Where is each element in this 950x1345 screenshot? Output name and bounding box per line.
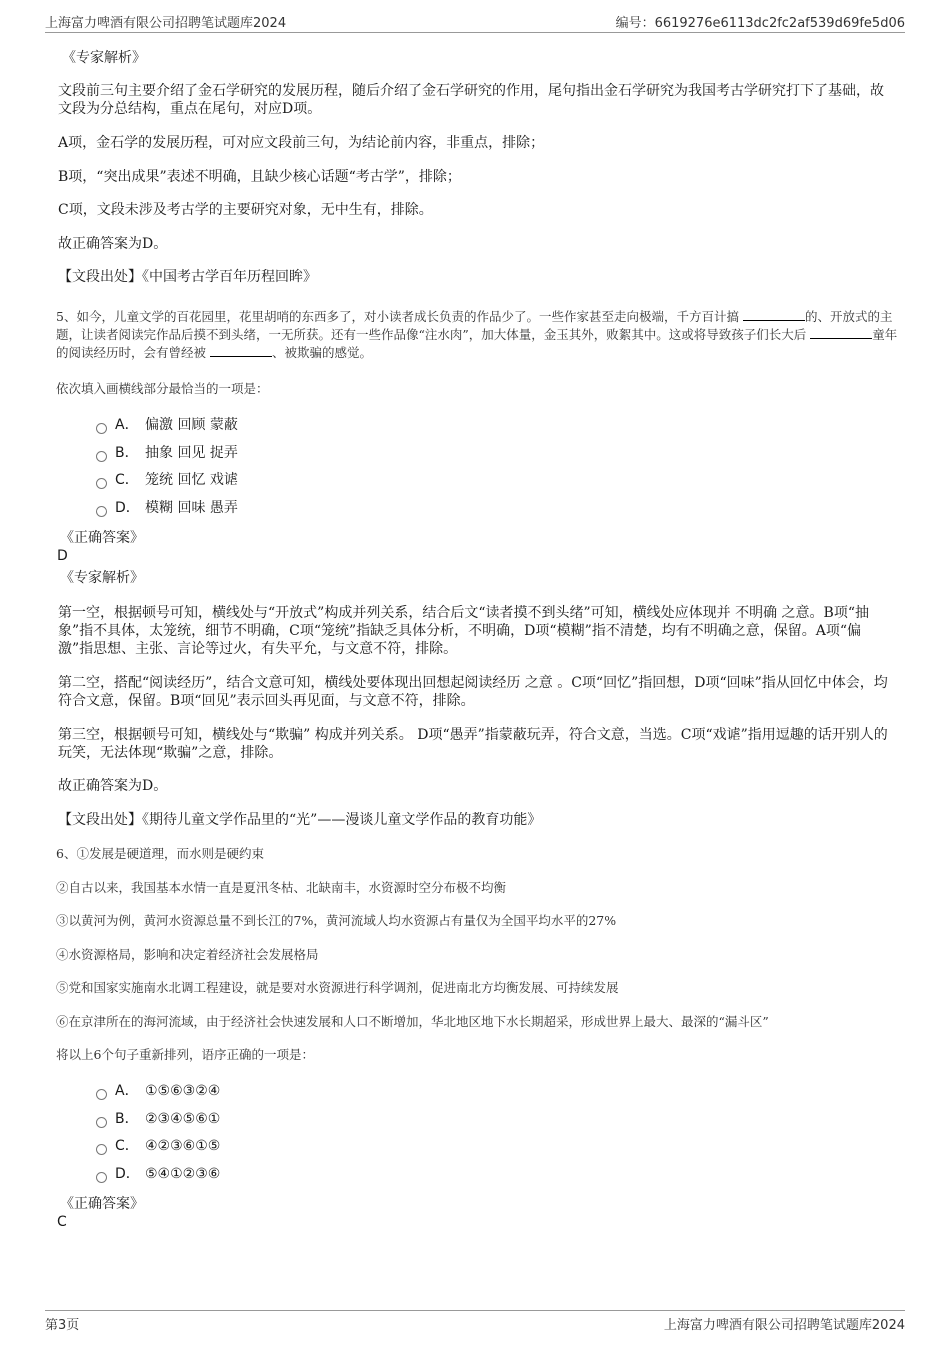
analysis-paragraph: A项，金石学的发展历程，可对应文段前三句，为结论前内容，非重点，排除； [58,135,545,151]
question-prompt: 将以上6个句子重新排列，语序正确的一项是： [56,1047,314,1062]
analysis-paragraph: 第一空，根据顿号可知，横线处与“开放式”构成并列关系，结合后文“读者摸不到头绪”可知，横线处应体现并 不明确 之意。B项“抽象”指不具体，太笼统，细节不明确，C项“笼统”指缺乏具体分析，不明确，D项“模糊”指不清楚，均有不明确之意，保留。A项“偏激”指思想、主张、言论等过火，有失平允，与文意不符，排除。 [58,605,869,657]
sentence-6: ⑥在京津所在的海河流域，由于经济社会快速发展和人口不断增加，华北地区地下水长期超采，形成世界上最大、最深的“漏斗区” [56,1014,769,1029]
radio-icon[interactable] [96,506,107,517]
answer-conclusion: 故正确答案为D。 [58,778,168,794]
option-c[interactable]: C． 笼统 回忆 戏谑 [96,471,238,489]
answer-conclusion: 故正确答案为D。 [58,236,168,252]
option-b[interactable]: B． ②③④⑤⑥① [96,1110,220,1128]
radio-icon[interactable] [96,478,107,489]
option-c[interactable]: C． ④②③⑥①⑤ [96,1137,220,1155]
fill-blank [743,308,805,321]
page-number: 第3页 [45,1318,80,1333]
sentence-1: 6、①发展是硬道理，而水则是硬约束 [56,846,264,861]
question-stem: 5、如今，儿童文学的百花园里，花里胡哨的东西多了，对小读者成长负责的作品少了。一些作家甚至走向极端，千方百计搞 的、开放式的主题，让读者阅读完作品后摸不到头绪，一无所获。还有一些作品像“注水肉”，加大体量，金玉其外，败絮其中。这或将导致孩子们长大后 童年的阅读经历时，会有曾经被 、被欺骗的感觉。 [56,309,898,360]
analysis-paragraph: C项，文段未涉及考古学的主要研究对象，无中生有，排除。 [58,202,433,218]
option-b[interactable]: B． 抽象 回见 捉弄 [96,444,238,462]
radio-icon[interactable] [96,1117,107,1128]
radio-icon[interactable] [96,451,107,462]
option-a[interactable]: A． ①⑤⑥③②④ [96,1082,220,1100]
radio-icon[interactable] [96,1089,107,1100]
fill-blank [810,326,872,339]
correct-answer: C [57,1214,67,1230]
sentence-3: ③以黄河为例，黄河水资源总量不到长江的7%，黄河流域人均水资源占有量仅为全国平均水平的27% [56,913,617,928]
radio-icon[interactable] [96,1172,107,1183]
expert-analysis-label: 《专家解析》 [60,570,144,586]
correct-answer: D [57,548,68,564]
analysis-paragraph: B项，“突出成果”表述不明确，且缺少核心话题“考古学”，排除； [58,169,461,185]
sentence-4: ④水资源格局，影响和决定着经济社会发展格局 [56,947,319,962]
question-prompt: 依次填入画横线部分最恰当的一项是： [56,381,269,396]
page-header-title: 上海富力啤酒有限公司招聘笔试题库2024 [45,16,287,31]
analysis-paragraph: 第二空，搭配“阅读经历”，结合文意可知，横线处要体现出回想起阅读经历 之意 。C项“回忆”指回想，D项“回味”指从回忆中体会，均符合文意，保留。B项“回见”表示回头再见面，与文意不符，排除。 [58,675,888,709]
option-d[interactable]: D． ⑤④①②③⑥ [96,1165,220,1183]
fill-blank [210,344,272,357]
analysis-paragraph: 文段前三句主要介绍了金石学研究的发展历程，随后介绍了金石学研究的作用，尾句指出金石学研究为我国考古学研究打下了基础，故文段为分总结构，重点在尾句，对应D项。 [58,83,884,117]
radio-icon[interactable] [96,423,107,434]
expert-analysis-label: 《专家解析》 [62,50,146,66]
page-header-serial: 编号：6619276e6113dc2fc2af539d69fe5d06 [615,16,905,31]
text-source: 【文段出处】《期待儿童文学作品里的“光”——漫谈儿童文学作品的教育功能》 [58,812,542,828]
option-d[interactable]: D． 模糊 回味 愚弄 [96,499,238,517]
footer-divider [45,1310,905,1311]
correct-answer-label: 《正确答案》 [60,1196,144,1212]
correct-answer-label: 《正确答案》 [60,530,144,546]
option-a[interactable]: A． 偏激 回顾 蒙蔽 [96,416,238,434]
sentence-2: ②自古以来，我国基本水情一直是夏汛冬枯、北缺南丰，水资源时空分布极不均衡 [56,880,507,895]
text-source: 【文段出处】《中国考古学百年历程回眸》 [58,269,317,285]
page-footer-title: 上海富力啤酒有限公司招聘笔试题库2024 [663,1318,905,1333]
sentence-5: ⑤党和国家实施南水北调工程建设，就是要对水资源进行科学调剂，促进南北方均衡发展、可持续发展 [56,980,619,995]
analysis-paragraph: 第三空，根据顿号可知，横线处与“欺骗” 构成并列关系。 D项“愚弄”指蒙蔽玩弄，符合文意，当选。C项“戏谑”指用逗趣的话开别人的玩笑，无法体现“欺骗”之意，排除。 [58,727,888,761]
header-divider [45,32,905,33]
radio-icon[interactable] [96,1144,107,1155]
